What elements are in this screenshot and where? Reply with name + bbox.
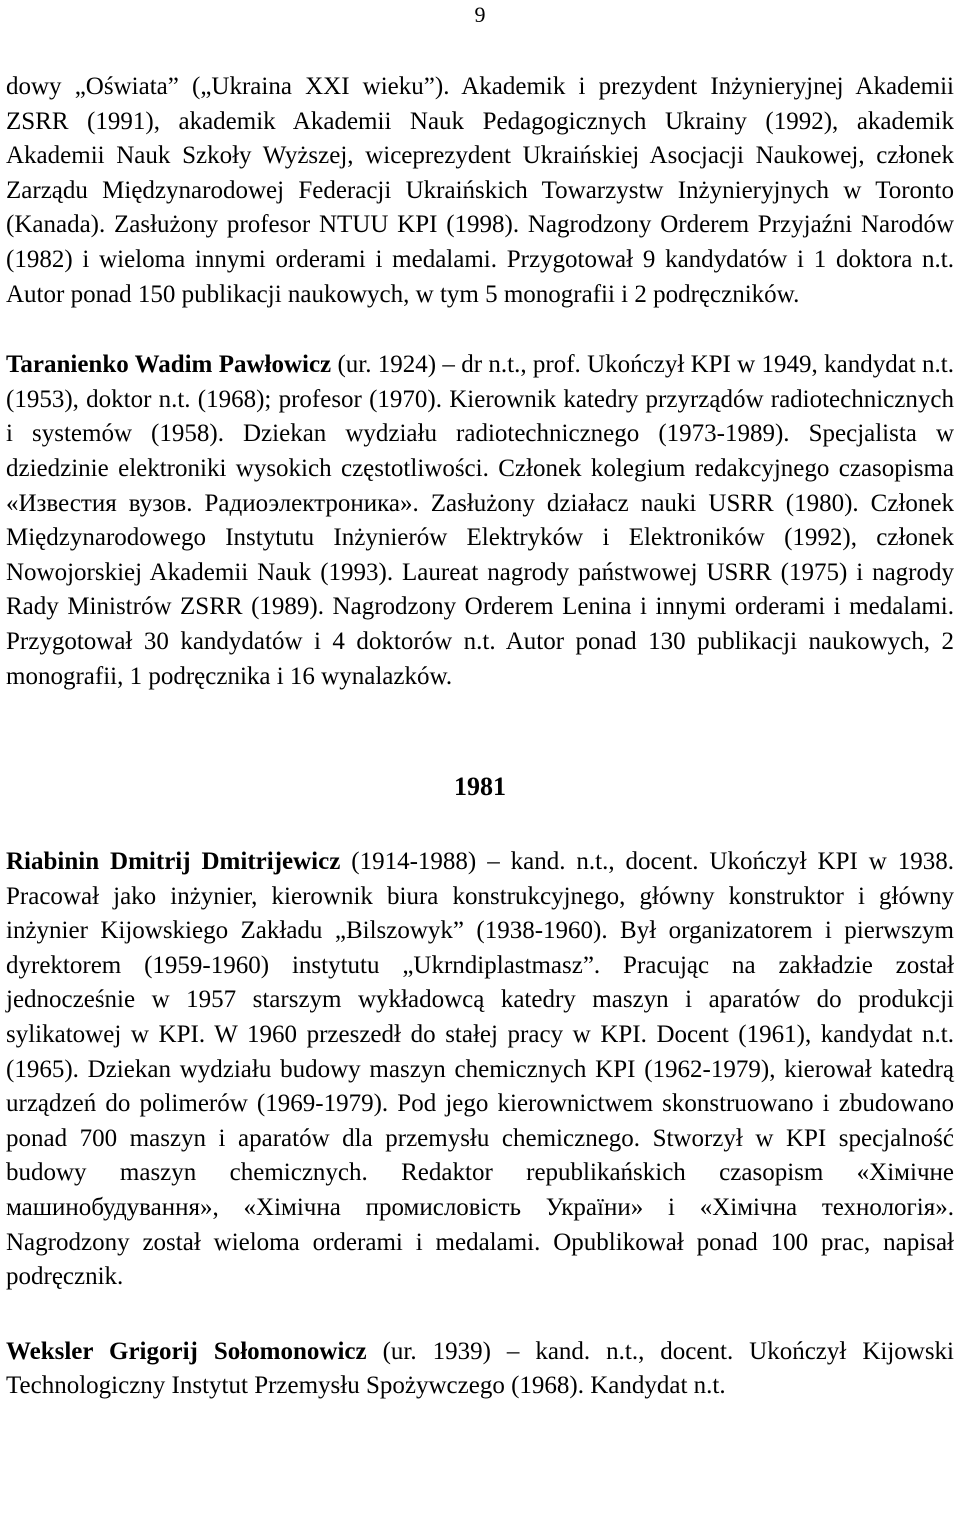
person-name: Riabinin Dmitrij Dmitrijewicz	[6, 848, 341, 876]
biography-riabinin	[6, 845, 954, 1295]
page-number: 9	[474, 2, 486, 27]
paragraph-continuation: dowy „Oświata” („Ukraina XXI wieku”). Akademik i prezydent Inżynieryjnej Akademii ZSRR (1991), akademik Akademii Nauk Pedagogicznych Ukrainy (1992), akademik Akademii Nauk Szkoły Wyższej, wiceprezydent Ukraińskiej Asocjacji Naukowej, członek Zarządu Międzynarodowej Federacji Ukraińskich Towarzystw Inżynieryjnych w Toronto (Kanada). Zasłużony profesor NTUU KPI (1998). Nagrodzony Orderem Przyjaźni Narodów (1982) i wieloma innymi orderami i medalami. Przygotował 9 kandydatów i 1 doktora n.t. Autor ponad 150 publikacji naukowych, w tym 5 monografii i 2 podręczników.	[6, 73, 954, 308]
biography-text: (1914-1988) – kand. n.t., docent. Ukończył KPI w 1938. Pracował jako inżynier, kierownik biura konstrukcyjnego, główny konstruktor i główny inżynier Kijowskiego Zakładu „Bilszowyk” (1938-1960). Był organizatorem i pierwszym dyrektorem (1959-1960) instytutu „Ukrndiplastmasz”. Pracując na zakładzie został jednocześnie w 1957 starszym wykładowcą katedry maszyn i aparatów do produkcji sylikatowej w KPI. W 1960 przeszedł do stałej pracy w KPI. Docent (1961), kandydat n.t. (1965). Dziekan wydziału budowy maszyn chemicznych KPI (1962-1979), kierował katedrą urządzeń do polimerów (1969-1979). Pod jego kierownictwem skonstruowano i zbudowano ponad 700 maszyn i aparatów dla przemysłu chemicznego. Stworzył w KPI specjalność budowy maszyn chemicznych. Redaktor republikańskich czasopism «Хімічне машинобудування», «Хімічна промисловість України» і «Хімічна технологія». Nagrodzony został wieloma orderami i medalami. Opublikował ponad 100 prac, napisał podręcznik.	[6, 848, 955, 1291]
biography-weksler	[6, 1335, 954, 1404]
person-name: Weksler Grigorij Sołomonowicz	[6, 1337, 367, 1365]
year-heading: 1981	[454, 772, 506, 802]
page-content	[6, 70, 954, 1404]
biography-text: (ur. 1924) – dr n.t., prof. Ukończył KPI w 1949, kandydat n.t. (1953), doktor n.t. (1968); profesor (1970). Kierownik katedry przyrządów radiotechnicznych i systemów (1958). Dziekan wydziału radiotechnicznego (1973-1989). Specjalista w dziedzinie elektroniki wysokich częstotliwości. Członek kolegium redakcyjnego czasopisma «Известия вузов. Радиоэлектроника». Zasłużony działacz nauki USRR (1980). Członek Międzynarodowego Instytutu Inżynierów Elektryków i Elektroników (1992), członek Nowojorskiej Akademii Nauk (1993). Laureat nagrody państwowej USRR (1975) i nagrody Rady Ministrów ZSRR (1989). Nagrodzony Orderem Lenina i innymi orderami i medalami. Przygotował 30 kandydatów i 4 doktorów n.t. Autor ponad 130 publikacji naukowych, 2 monografii, 1 podręcznika i 16 wynalazków.	[6, 351, 954, 690]
biography-taranienko	[6, 348, 954, 694]
person-name: Taranienko Wadim Pawłowicz	[6, 351, 332, 379]
biography-text: (ur. 1939) – kand. n.t., docent. Ukończył Kijowski Technologiczny Instytut Przemysłu Spożywczego (1968). Kandydat n.t.	[6, 1337, 954, 1400]
